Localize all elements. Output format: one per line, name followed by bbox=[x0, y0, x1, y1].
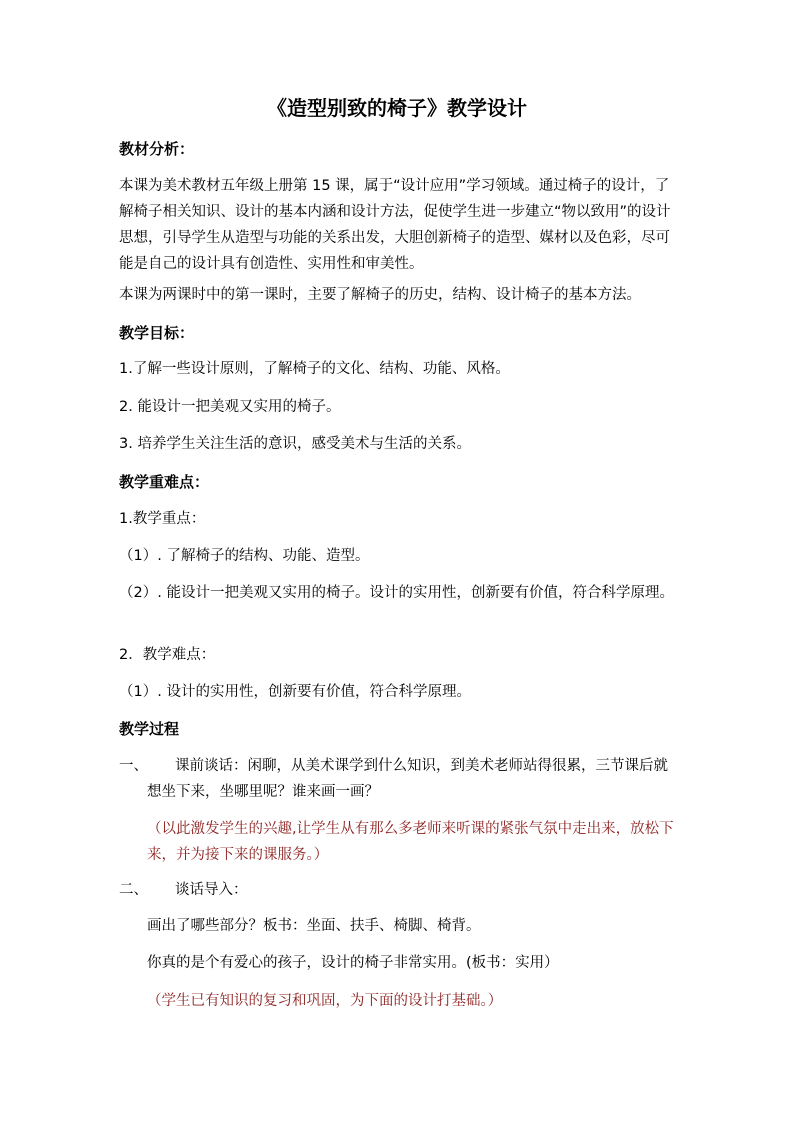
goal-item-3: 3. 培养学生关注生活的意识，感受美术与生活的关系。 bbox=[119, 436, 471, 452]
document-title: 《造型别致的椅子》教学设计 bbox=[267, 96, 527, 120]
analysis-paragraph-2: 本课为两课时中的第一课时，主要了解椅子的历史，结构、设计椅子的基本方法。 bbox=[119, 287, 641, 303]
process-step-2 bbox=[119, 877, 679, 903]
process-step-1-text: 课前谈话：闲聊，从美术课学到什么知识，到美术老师站得很累，三节课后就想坐下来，坐哪里呢？谁来画一画？ bbox=[147, 758, 668, 800]
goal-item-2: 2. 能设计一把美观又实用的椅子。 bbox=[119, 399, 341, 415]
goal-item-1: 1.了解一些设计原则，了解椅子的文化、结构、功能、风格。 bbox=[119, 361, 510, 377]
process-step-2-text: 谈话导入： bbox=[175, 882, 248, 898]
process-heading: 教学过程 bbox=[119, 720, 180, 738]
process-step-2-note: （学生已有知识的复习和巩固，为下面的设计打基础。） bbox=[147, 993, 503, 1009]
process-step-1-number: 一、 bbox=[119, 758, 148, 774]
key-points-subheading-1: 1.教学重点： bbox=[119, 511, 206, 527]
process-step-2-number: 二、 bbox=[119, 882, 148, 898]
process-step-1-note: （以此激发学生的兴趣,让学生从有那么多老师来听课的紧张气氛中走出来，放松下来，并为接下来的课服务。） bbox=[147, 821, 674, 863]
process-step-1 bbox=[119, 753, 679, 805]
goals-heading: 教学目标： bbox=[119, 324, 195, 342]
analysis-paragraph-1: 本课为美术教材五年级上册第 15 课，属于“设计应用”学习领域。通过椅子的设计，了解椅子相关知识、设计的基本内涵和设计方法，促使学生进一步建立“物以致用”的设计思想，引导学生从造型与功能的关系出发，大胆创新椅子的造型、媒材以及色彩，尽可能是自己的设计具有创造性、实用性和审美性。 bbox=[119, 178, 671, 272]
key-points-subheading-2: 2．教学难点： bbox=[119, 647, 216, 663]
key-point-1-1: （1）. 了解椅子的结构、功能、造型。 bbox=[119, 548, 370, 564]
key-point-1-2: （2）. 能设计一把美观又实用的椅子。设计的实用性，创新要有价值，符合科学原理。 bbox=[119, 585, 674, 601]
key-point-2-1: （1）. 设计的实用性，创新要有价值，符合科学原理。 bbox=[119, 684, 471, 700]
process-step-2-line-1: 画出了哪些部分？板书：坐面、扶手、椅脚、椅背。 bbox=[147, 918, 481, 934]
key-points-heading: 教学重难点： bbox=[119, 473, 210, 491]
analysis-heading: 教材分析： bbox=[119, 140, 195, 158]
process-step-2-line-2: 你真的是个有爱心的孩子，设计的椅子非常实用。(板书：实用） bbox=[147, 955, 559, 971]
